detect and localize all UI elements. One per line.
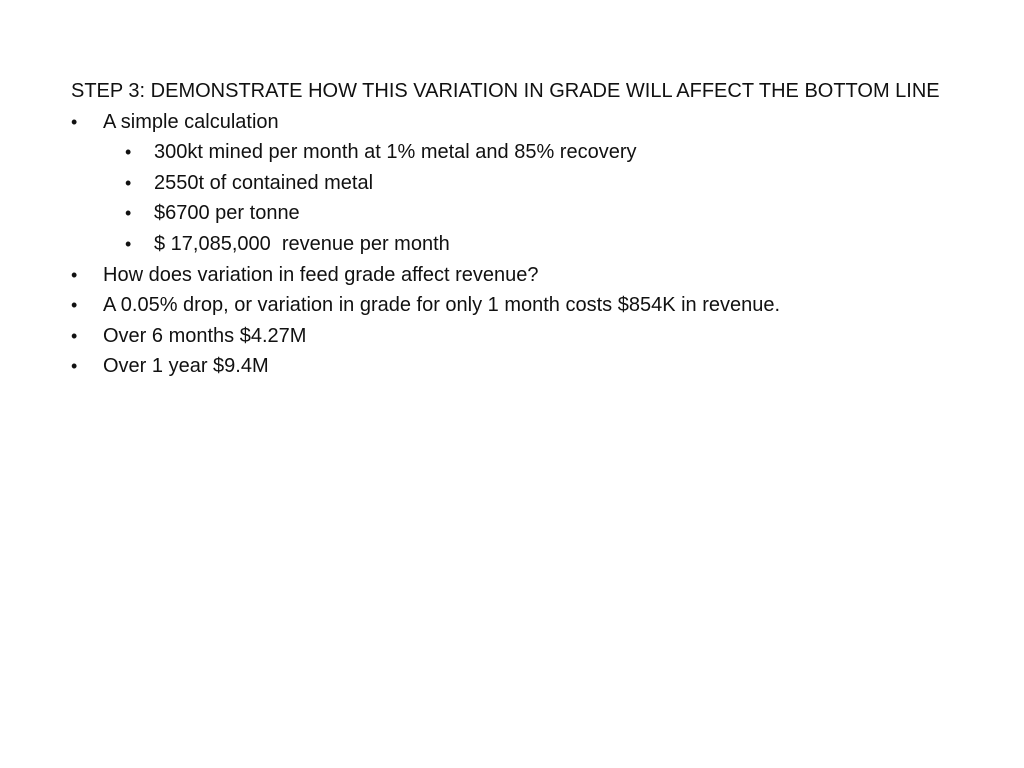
bullet-icon: • (71, 295, 78, 316)
bullet-icon: • (71, 325, 78, 346)
bullet-icon: • (71, 356, 78, 377)
bullet-icon: • (71, 111, 78, 132)
list-item (71, 107, 961, 138)
slide-heading: STEP 3: DEMONSTRATE HOW THIS VARIATION IN GRADE WILL AFFECT THE BOTTOM LINE (71, 80, 940, 102)
list-item-text: How does variation in feed grade affect revenue? (103, 263, 539, 286)
list-item-text: 2550t of contained metal (154, 171, 374, 194)
list-item-text: A simple calculation (103, 110, 279, 133)
bullet-icon: • (125, 203, 132, 224)
bullet-icon: • (125, 172, 132, 193)
list-item (71, 321, 961, 352)
sub-list-item (71, 229, 961, 260)
bullet-icon: • (125, 142, 132, 163)
list-item-text: Over 1 year $9.4M (103, 355, 269, 378)
slide-content (71, 76, 961, 382)
list-item (71, 351, 961, 382)
list-item-text: A 0.05% drop, or variation in grade for only 1 month costs $854K in revenue. (103, 294, 781, 317)
sub-list-item (71, 198, 961, 229)
list-item (71, 260, 961, 291)
list-item-text: Over 6 months $4.27M (103, 324, 307, 347)
list-item-text: 300kt mined per month at 1% metal and 85% recovery (154, 141, 637, 164)
bullet-icon: • (125, 233, 132, 254)
sub-list-item (71, 137, 961, 168)
list-item (71, 290, 961, 321)
bullet-list (71, 107, 961, 382)
list-item-text: $6700 per tonne (154, 202, 300, 225)
sub-list-item (71, 168, 961, 199)
bullet-icon: • (71, 264, 78, 285)
list-item-text: $ 17,085,000 revenue per month (154, 232, 450, 255)
